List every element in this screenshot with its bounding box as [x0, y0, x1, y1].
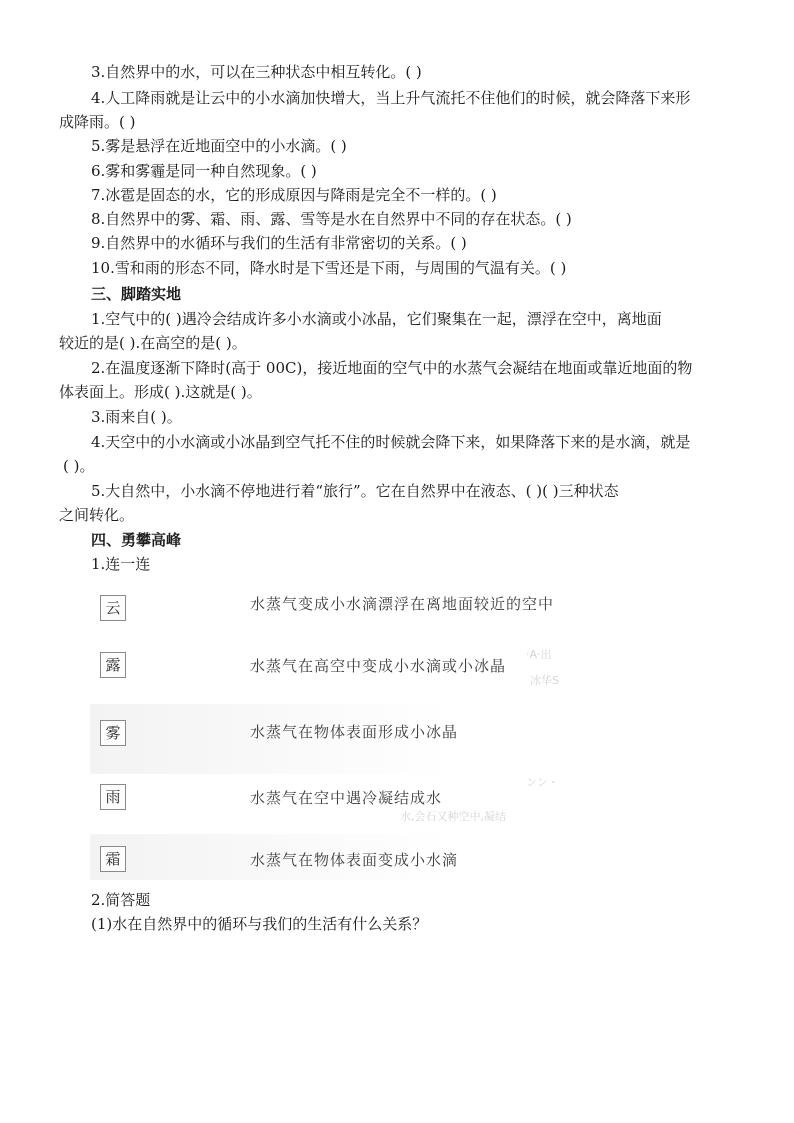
- judge-item-5: 5.雾是悬浮在近地面空中的小水滴。( ): [91, 137, 347, 155]
- fill-item-5: 5.大自然中，小水滴不停地进行着“旅行”。它在自然界中在液态、( )( )三种状态: [91, 482, 619, 500]
- judge-item-4-cont: 成降雨。( ): [59, 113, 136, 131]
- fill-item-4-cont: ( )。: [63, 457, 95, 475]
- match-char-dew[interactable]: 露: [100, 652, 126, 678]
- faint-bleed-mark: 冰华S: [530, 674, 559, 687]
- match-description[interactable]: 水蒸气在物体表面变成小水滴: [250, 851, 459, 869]
- match-description[interactable]: 水蒸气在物体表面形成小冰晶: [250, 723, 459, 741]
- fill-item-5-cont: 之间转化。: [59, 506, 135, 524]
- judge-item-4: 4.人工降雨就是让云中的小水滴加快增大，当上升气流托不住他们的时候，就会降落下来形: [91, 89, 691, 107]
- match-char-cloud[interactable]: 云: [100, 595, 126, 621]
- match-row: [90, 834, 606, 880]
- match-description[interactable]: 水蒸气在高空中变成小水滴或小冰晶: [250, 657, 507, 675]
- fill-item-3: 3.雨来自( )。: [91, 408, 182, 426]
- match-char-fog[interactable]: 雾: [100, 720, 126, 746]
- section4-title: 四、勇攀高峰: [91, 531, 182, 549]
- matching-exercise: [90, 580, 606, 880]
- match-row: [90, 776, 606, 828]
- judge-item-3: 3.自然界中的水，可以在三种状态中相互转化。( ): [91, 63, 422, 81]
- match-char-frost[interactable]: 霜: [100, 846, 126, 872]
- match-question-title: 1.连一连: [91, 555, 151, 573]
- fill-item-2: 2.在温度逐渐下降时(高于 00C)，接近地面的空气中的水蒸气会凝结在地面或靠近地面的物: [91, 359, 693, 377]
- fill-item-4: 4.天空中的小水滴或小冰晶到空气托不住的时候就会降下来，如果降落下来的是水滴，就是: [91, 433, 691, 451]
- judge-item-8: 8.自然界中的雾、霜、雨、露、雪等是水在自然界中不同的存在状态。( ): [91, 210, 572, 228]
- judge-item-9: 9.自然界中的水循环与我们的生活有非常密切的关系。( ): [91, 234, 467, 252]
- short-answer-title: 2.简答题: [91, 891, 151, 909]
- match-char-rain[interactable]: 雨: [100, 784, 126, 810]
- match-description[interactable]: 水蒸气在空中遇冷凝结成水: [250, 789, 443, 807]
- fill-item-1: 1.空气中的( )遇冷会结成许多小水滴或小冰晶，它们聚集在一起，漂浮在空中，离地面: [91, 310, 662, 328]
- fill-item-1-cont: 较近的是( ).在高空的是( )。: [59, 334, 247, 352]
- match-row: [90, 644, 606, 692]
- judge-item-7: 7.冰雹是固态的水，它的形成原因与降雨是完全不一样的。( ): [91, 186, 497, 204]
- judge-item-10: 10.雪和雨的形态不同，降水时是下雪还是下雨，与周围的气温有关。( ): [91, 259, 567, 277]
- section3-title: 三、脚踏实地: [91, 285, 182, 303]
- match-description[interactable]: 水蒸气变成小水滴漂浮在离地面较近的空中: [250, 595, 555, 613]
- match-row: [90, 704, 606, 774]
- judge-item-6: 6.雾和雾霾是同一种自然现象。( ): [91, 162, 317, 180]
- faint-bleed-mark: ·A·出: [526, 648, 552, 661]
- fill-item-2-cont: 体表面上。形成( ).这就是( )。: [59, 383, 262, 401]
- short-answer-question-1: (1)水在自然界中的循环与我们的生活有什么关系？: [91, 915, 428, 933]
- faint-bleed-mark: 水,会石又种空中,凝结: [400, 810, 506, 823]
- faint-bleed-mark: ンン・: [526, 776, 559, 789]
- match-row: [90, 584, 606, 632]
